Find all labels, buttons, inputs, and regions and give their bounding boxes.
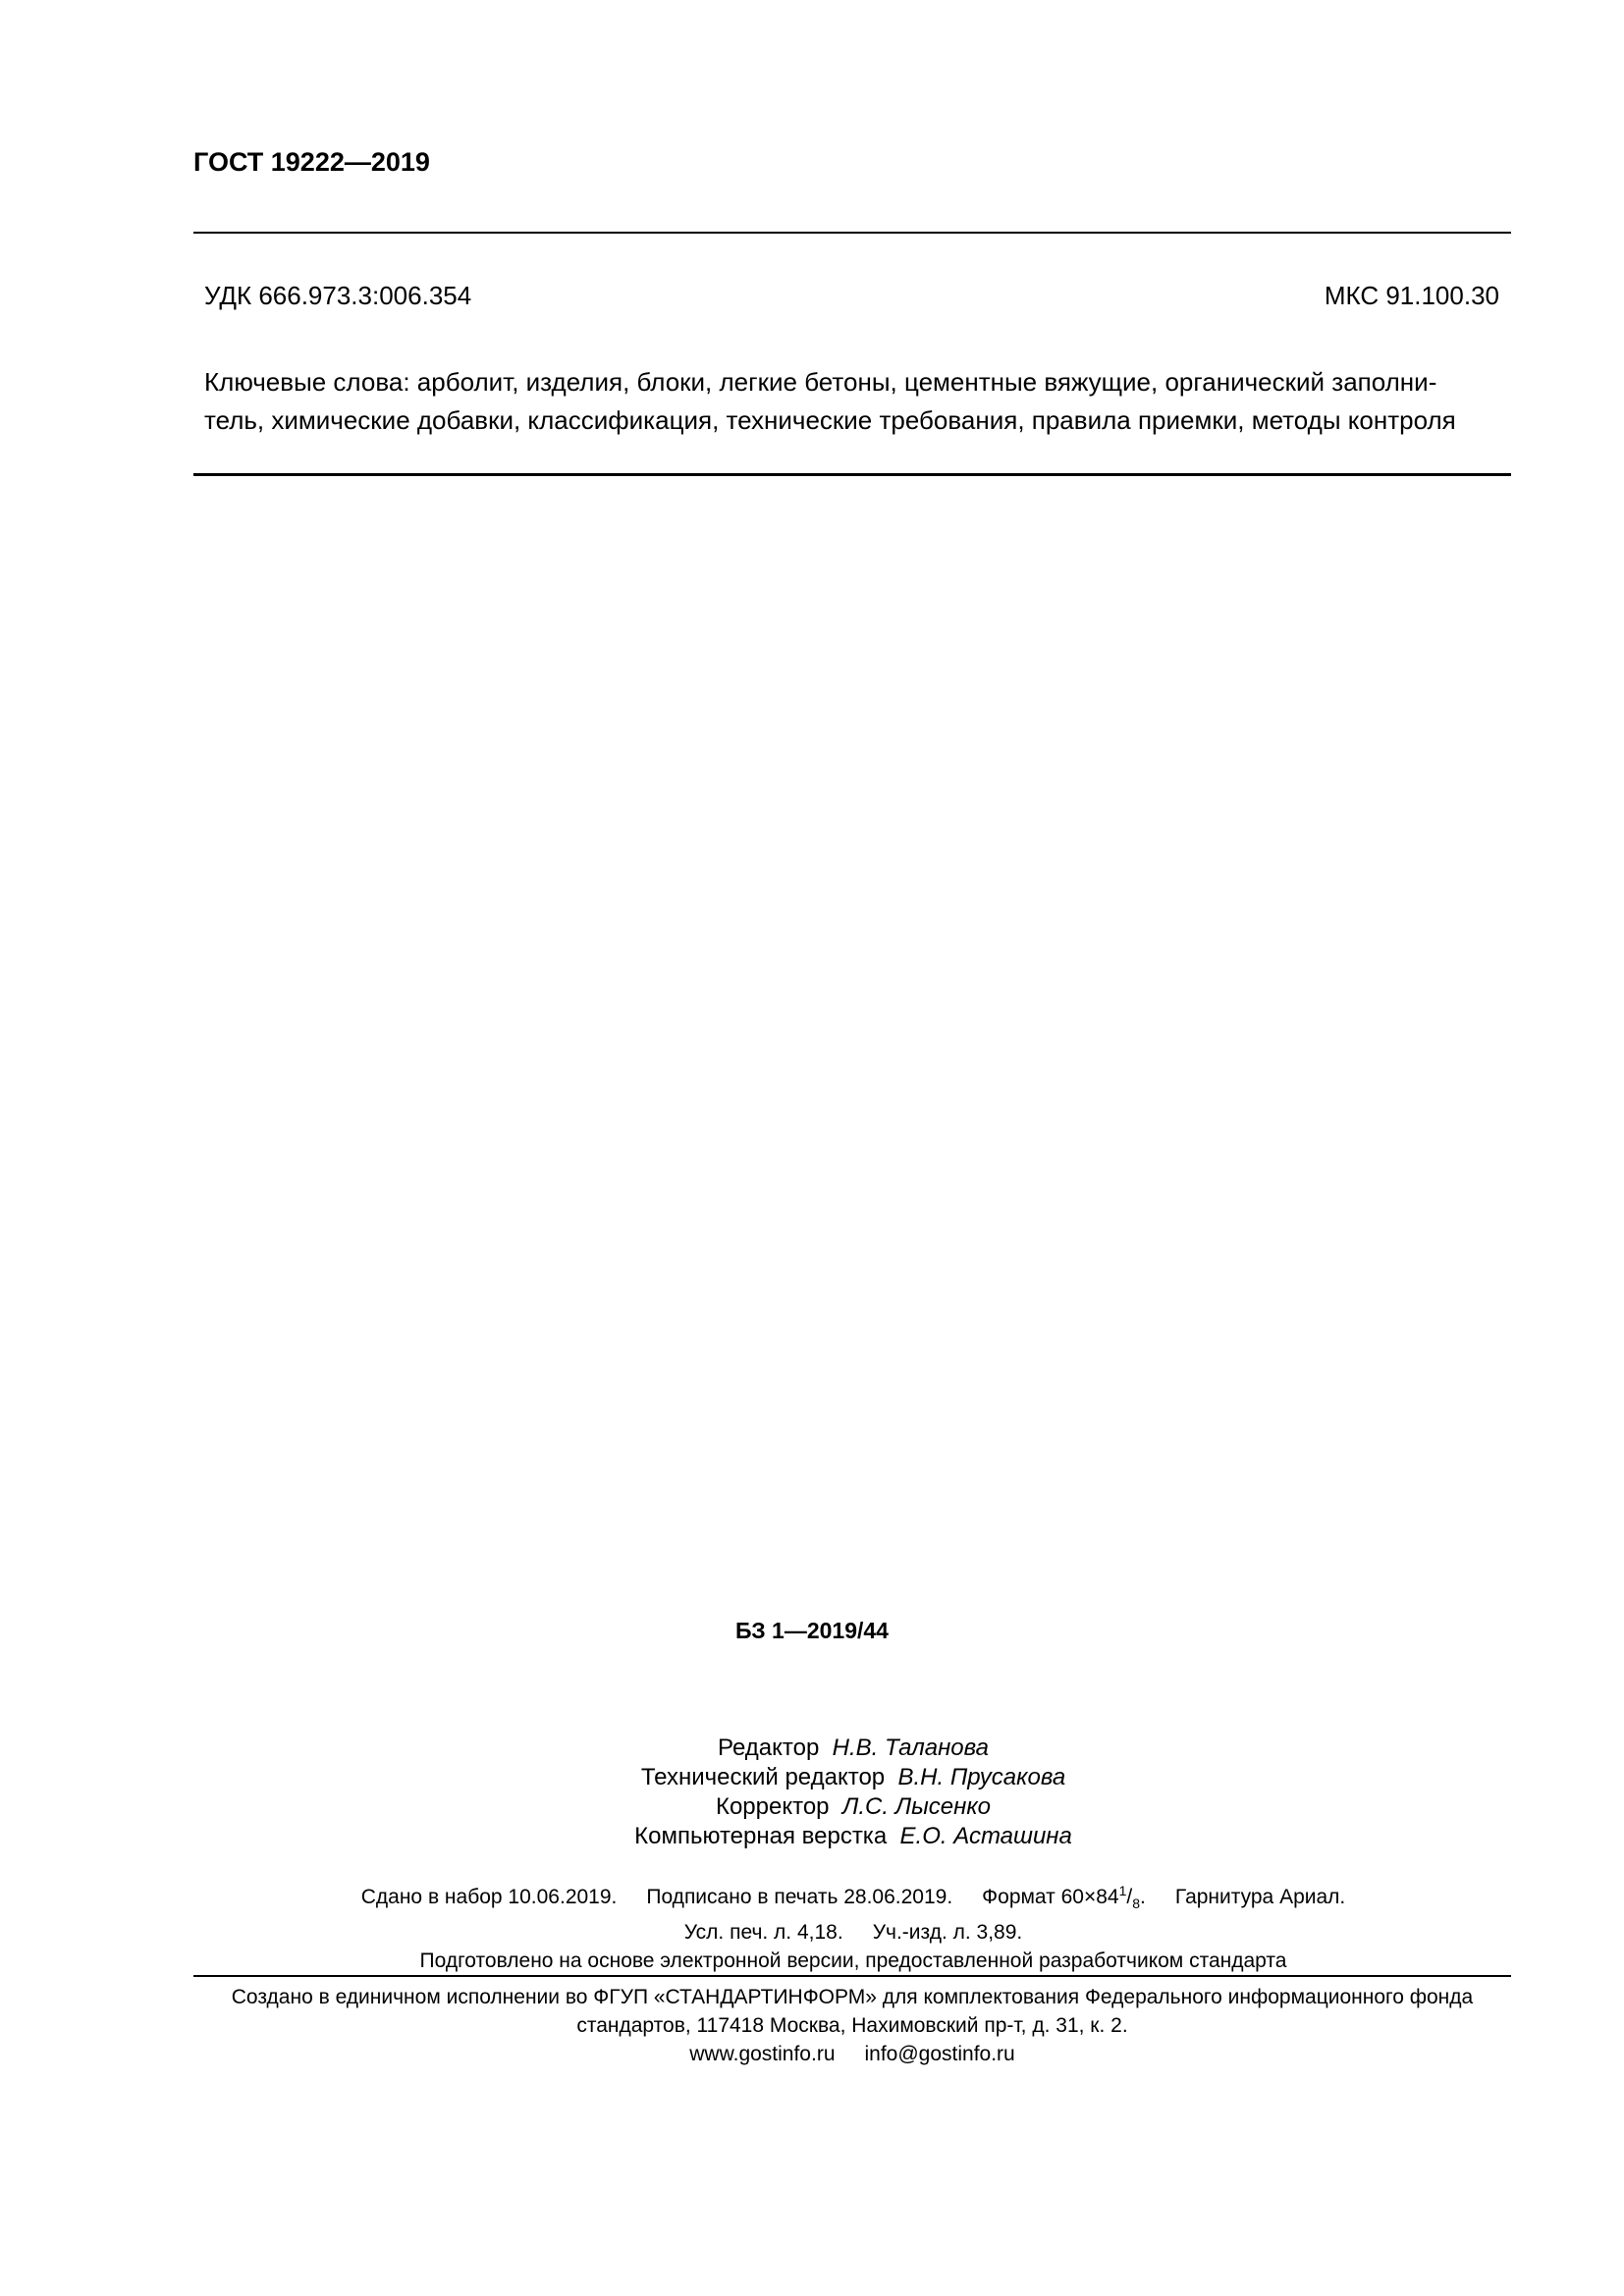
print-line-1: Сдано в набор 10.06.2019. Подписано в печать 28.06.2019. Формат $60\times 84^1/_8$. Гарнитура Ариал. [360, 1883, 1346, 1911]
print-line-3: Подготовлено на основе электронной версии, предоставленной разработчиком стандарта [419, 1949, 1287, 1972]
staff-list [0, 1734, 1624, 1851]
publisher-footer [193, 1983, 1511, 2068]
print-line-2: Усл. печ. л. 4,18. Уч.-изд. л. 3,89. [683, 1921, 1023, 1944]
footer-contacts [193, 2040, 1511, 2068]
keywords-line-2: тель, химические добавки, классификация, технические требования, правила приемки, методы контроля [204, 405, 1456, 435]
bz-code: БЗ 1—2019/44 [735, 1618, 889, 1643]
document-code: ГОСТ 19222—2019 [193, 147, 430, 177]
website-link[interactable]: www.gostinfo.ru [689, 2043, 836, 2065]
footer-rule [193, 1975, 1511, 1977]
staff-tech-editor: Технический редактор В.Н. Прусакова [640, 1764, 1066, 1790]
staff-editor: Редактор Н.В. Таланова [718, 1735, 989, 1761]
keywords-rule [193, 473, 1511, 476]
print-info [0, 1877, 1624, 1975]
keywords-line-1: Ключевые слова: арболит, изделия, блоки, легкие бетоны, цементные вяжущие, органический заполни- [204, 367, 1437, 397]
mks-code: МКС 91.100.30 [1324, 281, 1499, 310]
staff-proofreader: Корректор Л.С. Лысенко [715, 1793, 992, 1820]
email-link[interactable]: info@gostinfo.ru [864, 2043, 1015, 2065]
footer-line-2: стандартов, 117418 Москва, Нахимовский пр-т, д. 31, к. 2. [576, 2014, 1128, 2037]
footer-line-1: Создано в единичном исполнении во ФГУП «СТАНДАРТИНФОРМ» для комплектования Федерального информационного фонда [231, 1986, 1474, 2008]
staff-layout: Компьютерная верстка Е.О. Асташина [634, 1823, 1072, 1849]
udk-code: УДК 666.973.3:006.354 [204, 281, 472, 310]
keywords [204, 363, 1500, 440]
top-rule [193, 232, 1511, 234]
